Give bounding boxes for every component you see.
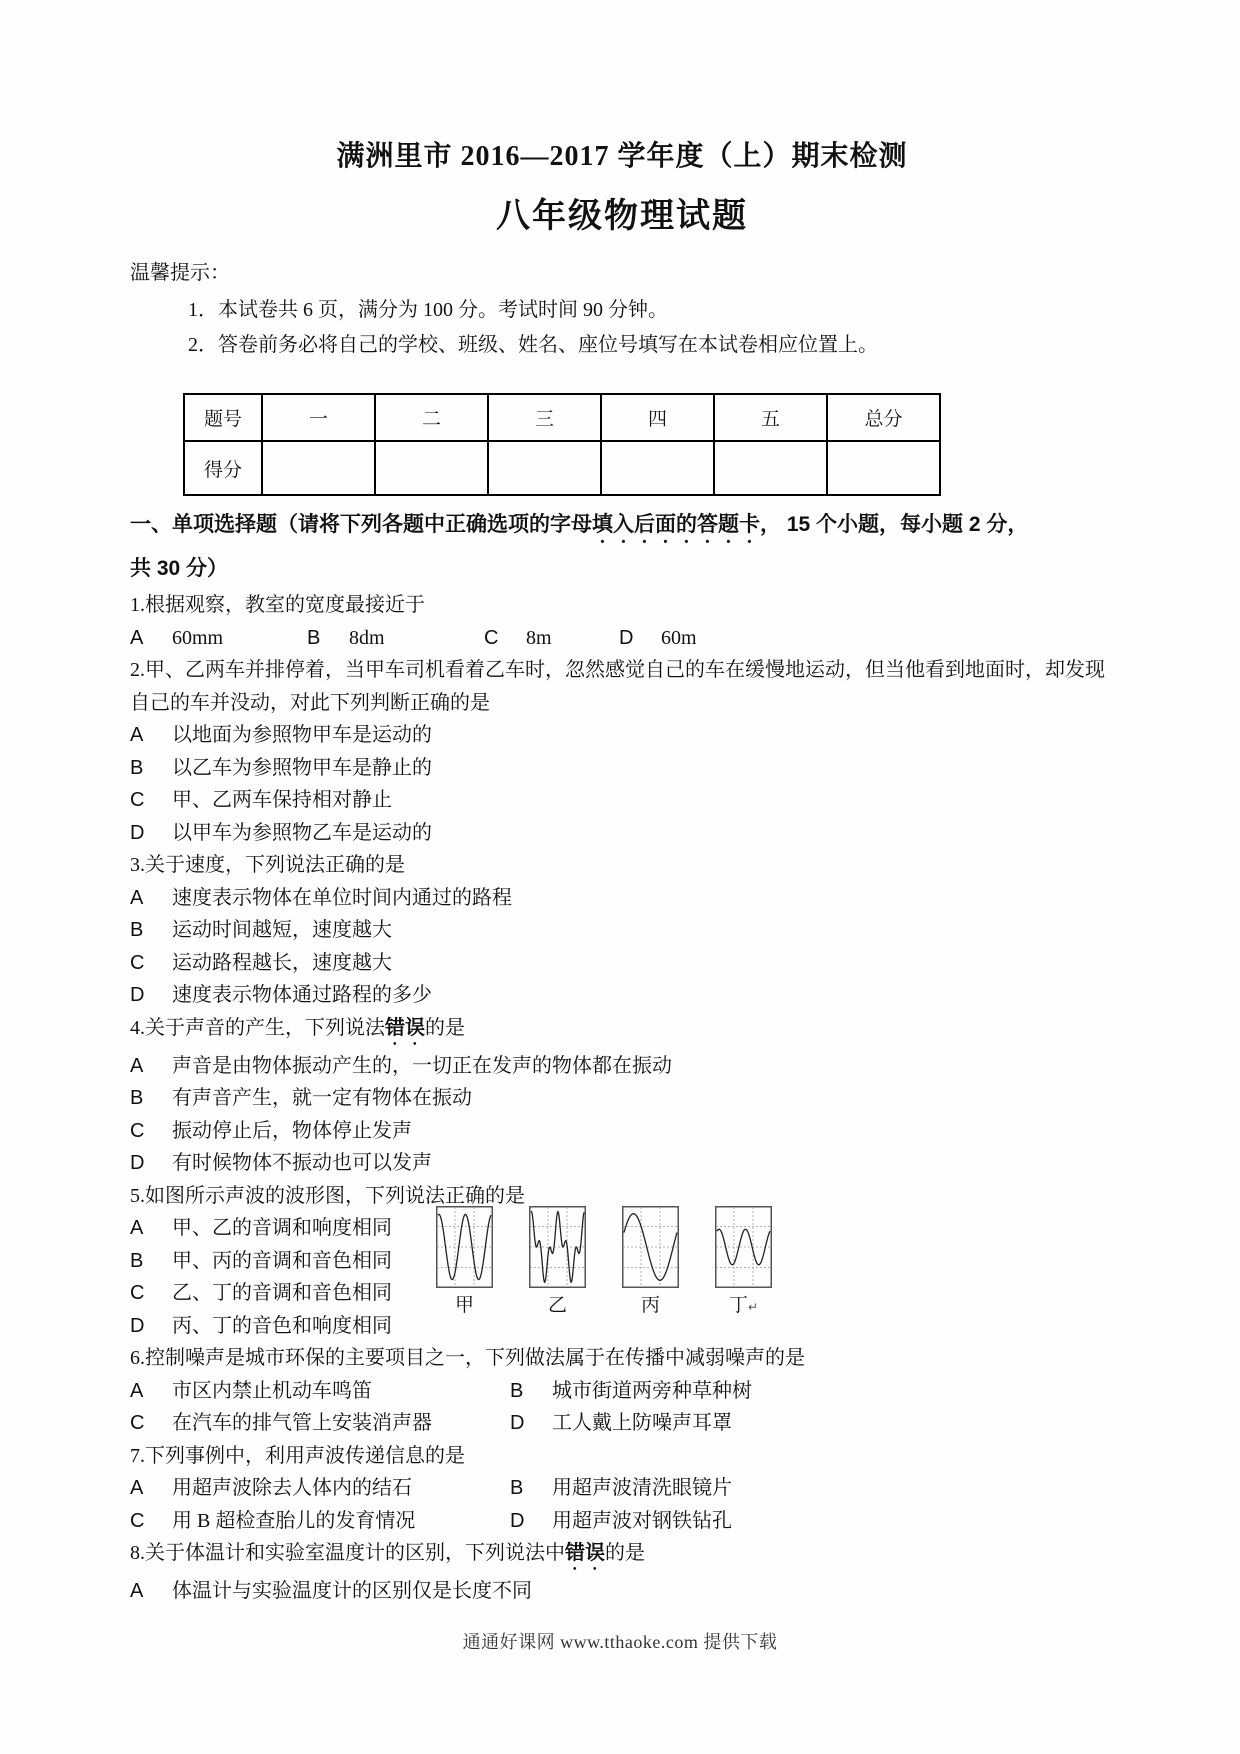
score-cell: [488, 441, 601, 495]
page-content: [130, 0, 1114, 1608]
option-letter: C: [484, 626, 499, 649]
option-text: 在汽车的排气管上安装消声器: [172, 1412, 432, 1434]
option-letter: A: [130, 886, 144, 909]
option-letter: A: [130, 1477, 144, 1499]
table-header-cell: 四: [601, 394, 714, 441]
question-stem: 7.下列事例中，利用声波传递信息的是: [130, 1444, 465, 1467]
option-text: 以甲车为参照物乙车是运动的: [172, 821, 432, 844]
option-q4-c: [130, 1115, 1114, 1148]
option-letter: A: [130, 724, 144, 746]
option-letter: B: [130, 919, 144, 941]
option-q6-a: [130, 1375, 510, 1408]
option-text: 运动时间越短，速度越大: [172, 919, 392, 941]
waveform-label: 丙: [640, 1295, 660, 1316]
stem-emphasized: 错误: [565, 1542, 605, 1564]
option-text: 丙、丁的音色和响度相同: [172, 1314, 392, 1337]
score-cell: [262, 441, 375, 495]
option-letter: A: [130, 1217, 144, 1239]
option-q1-b: [307, 622, 484, 655]
option-text: 60mm: [172, 626, 224, 649]
exam-title: 满洲里市 2016—2017 学年度（上）期末检测: [336, 141, 908, 172]
option-letter: D: [130, 984, 145, 1006]
option-text: 用超声波除去人体内的结石: [172, 1477, 412, 1499]
waveform-figure: [436, 1206, 772, 1317]
waveform-panel-jia: [436, 1206, 493, 1317]
option-text: 用超声波对钢铁钻孔: [552, 1509, 732, 1532]
option-text: 用超声波清洗眼镜片: [552, 1477, 732, 1499]
option-text: 城市街道两旁种草种树: [552, 1379, 752, 1402]
option-q7-c: [130, 1505, 510, 1538]
option-text: 声音是由物体振动产生的，一切正在发声的物体都在振动: [172, 1054, 672, 1077]
waveform-panel-yi: [529, 1206, 586, 1317]
option-q1-d: [619, 622, 697, 655]
waveform-plot: [715, 1206, 772, 1288]
option-text: 甲、乙的音调和响度相同: [172, 1217, 392, 1239]
option-text: 用 B 超检查胎儿的发育情况: [172, 1509, 416, 1532]
option-row: [130, 1407, 1114, 1440]
option-text: 振动停止后，物体停止发声: [172, 1119, 412, 1142]
waveform-panel-bing: [622, 1206, 679, 1317]
option-letter: D: [510, 1509, 525, 1532]
score-table-header-row: [184, 394, 940, 441]
option-letter: B: [307, 626, 321, 649]
option-q6-d: [510, 1407, 732, 1440]
option-q4-d: [130, 1147, 1114, 1180]
question-6: [130, 1342, 1114, 1440]
option-text: 8dm: [349, 626, 385, 649]
option-q3-c: [130, 947, 1114, 980]
option-letter: C: [130, 951, 145, 974]
return-mark: ↵: [747, 1300, 759, 1314]
question-7: [130, 1440, 1114, 1538]
option-text: 运动路程越长，速度越大: [172, 951, 392, 974]
option-letter: C: [130, 789, 145, 811]
option-q2-d: [130, 817, 1114, 850]
option-letter: D: [510, 1412, 525, 1434]
stem-emphasized: 错误: [385, 1016, 425, 1039]
option-text: 体温计与实验温度计的区别仅是长度不同: [172, 1580, 532, 1602]
score-table: [183, 393, 941, 496]
notice-heading: 温馨提示：: [130, 262, 230, 284]
table-header-cell: 二: [375, 394, 488, 441]
table-header-cell: 三: [488, 394, 601, 441]
score-cell: [714, 441, 827, 495]
waveform-panel-ding: [715, 1206, 772, 1317]
option-letter: B: [510, 1477, 524, 1499]
question-stem: [130, 1537, 1114, 1575]
table-header-cell: 五: [714, 394, 827, 441]
option-q3-a: [130, 882, 1114, 915]
option-letter: D: [130, 1152, 145, 1174]
question-1: [130, 589, 1114, 654]
question-3: [130, 849, 1114, 1012]
score-cell: [827, 441, 940, 495]
question-2: [130, 654, 1114, 849]
option-letter: B: [130, 756, 144, 779]
section-heading-post: ， 15 个小题，每小题 2 分，: [760, 513, 1029, 536]
option-text: 工人戴上防噪声耳罩: [552, 1412, 732, 1434]
questions-area: [130, 589, 1114, 1608]
option-text: 乙、丁的音调和音色相同: [172, 1282, 392, 1304]
option-letter: C: [130, 1282, 145, 1304]
table-header-cell: 题号: [184, 394, 262, 441]
table-header-cell: 总分: [827, 394, 940, 441]
stem-post: 的是: [425, 1016, 465, 1039]
option-text: 以地面为参照物甲车是运动的: [172, 724, 432, 746]
stem-pre: 4.关于声音的产生，下列说法: [130, 1016, 385, 1039]
option-letter: C: [130, 1412, 145, 1434]
option-letter: D: [130, 1314, 145, 1337]
option-q8-a: [130, 1575, 1114, 1608]
question-5-options-and-figure: [130, 1212, 1114, 1342]
waveform-plot: [436, 1206, 493, 1288]
score-row-label: 得分: [184, 441, 262, 495]
question-stem: 6.控制噪声是城市环保的主要项目之一，下列做法属于在传播中减弱噪声的是: [130, 1347, 805, 1369]
table-header-cell: 一: [262, 394, 375, 441]
option-row: [130, 1375, 1114, 1408]
score-table-score-row: [184, 441, 940, 495]
option-q6-c: [130, 1407, 510, 1440]
option-text: 有声音产生，就一定有物体在振动: [172, 1087, 472, 1109]
option-q7-b: [510, 1472, 732, 1505]
question-4: [130, 1012, 1114, 1180]
option-letter: A: [130, 1580, 144, 1602]
stem-post: 的是: [605, 1542, 645, 1564]
option-q7-a: [130, 1472, 510, 1505]
question-stem: 5.如图所示声波的波形图，下列说法正确的是: [130, 1184, 525, 1207]
option-text: 甲、乙两车保持相对静止: [172, 789, 392, 811]
option-text: 速度表示物体通过路程的多少: [172, 984, 432, 1006]
option-letter: B: [130, 1249, 144, 1272]
option-text: 市区内禁止机动车鸣笛: [172, 1379, 372, 1402]
page-footer: 通通好课网 www.tthaoke.com 提供下载: [462, 1632, 778, 1652]
question-stem: 1.根据观察，教室的宽度最接近于: [130, 594, 425, 616]
option-q1-c: [484, 622, 619, 655]
question-stem: [130, 1012, 1114, 1050]
option-q7-d: [510, 1505, 732, 1538]
option-letter: B: [130, 1087, 144, 1109]
option-letter: D: [619, 626, 634, 649]
section-heading-emphasized: 填入后面的答题卡: [592, 513, 760, 536]
question-stem: 2.甲、乙两车并排停着，当甲车司机看着乙车时，忽然感觉自己的车在缓慢地运动，但当他看到地面时，却发现自己的车并没动，对此下列判断正确的是: [130, 659, 1105, 714]
question-stem: 3.关于速度，下列说法正确的是: [130, 854, 405, 876]
waveform-label: 甲: [454, 1295, 474, 1316]
option-row: [130, 1505, 1114, 1538]
option-text: 甲、丙的音调和音色相同: [172, 1249, 392, 1272]
stem-pre: 8.关于体温计和实验室温度计的区别，下列说法中: [130, 1542, 565, 1564]
option-q2-a: [130, 719, 1114, 752]
option-q4-a: [130, 1050, 1114, 1083]
option-q6-b: [510, 1375, 752, 1408]
option-text: 速度表示物体在单位时间内通过的路程: [172, 886, 512, 909]
waveform-label: 乙: [547, 1295, 567, 1316]
score-cell: [601, 441, 714, 495]
option-q2-c: [130, 784, 1114, 817]
waveform-label: 丁↵: [728, 1295, 759, 1316]
notice-item-2: 2．答卷前务必将自己的学校、班级、姓名、座位号填写在本试卷相应位置上。: [188, 334, 878, 356]
option-row: [130, 622, 1114, 655]
score-cell: [375, 441, 488, 495]
section-heading-pre: 一、单项选择题（请将下列各题中正确选项的字母: [130, 513, 592, 536]
option-letter: C: [130, 1509, 145, 1532]
exam-subtitle: 八年级物理试题: [496, 197, 748, 235]
option-text: 以乙车为参照物甲车是静止的: [172, 756, 432, 779]
notice-item-1: 1．本试卷共 6 页，满分为 100 分。考试时间 90 分钟。: [188, 299, 668, 321]
section-heading: [130, 504, 1114, 589]
section-heading-line2: 共 30 分）: [130, 557, 229, 580]
waveform-plot: [622, 1206, 679, 1288]
option-text: 有时候物体不振动也可以发声: [172, 1152, 432, 1174]
question-8: [130, 1537, 1114, 1608]
option-q2-b: [130, 752, 1114, 785]
option-letter: D: [130, 821, 145, 844]
option-letter: A: [130, 626, 144, 649]
option-q3-d: [130, 979, 1114, 1012]
waveform-plot: [529, 1206, 586, 1288]
option-letter: A: [130, 1379, 144, 1402]
option-q4-b: [130, 1082, 1114, 1115]
option-row: [130, 1472, 1114, 1505]
option-letter: A: [130, 1054, 144, 1077]
option-q3-b: [130, 914, 1114, 947]
option-letter: C: [130, 1119, 145, 1142]
question-5: [130, 1180, 1114, 1343]
option-text: 8m: [526, 626, 552, 649]
option-letter: B: [510, 1379, 524, 1402]
option-q1-a: [130, 622, 307, 655]
option-text: 60m: [661, 626, 697, 649]
